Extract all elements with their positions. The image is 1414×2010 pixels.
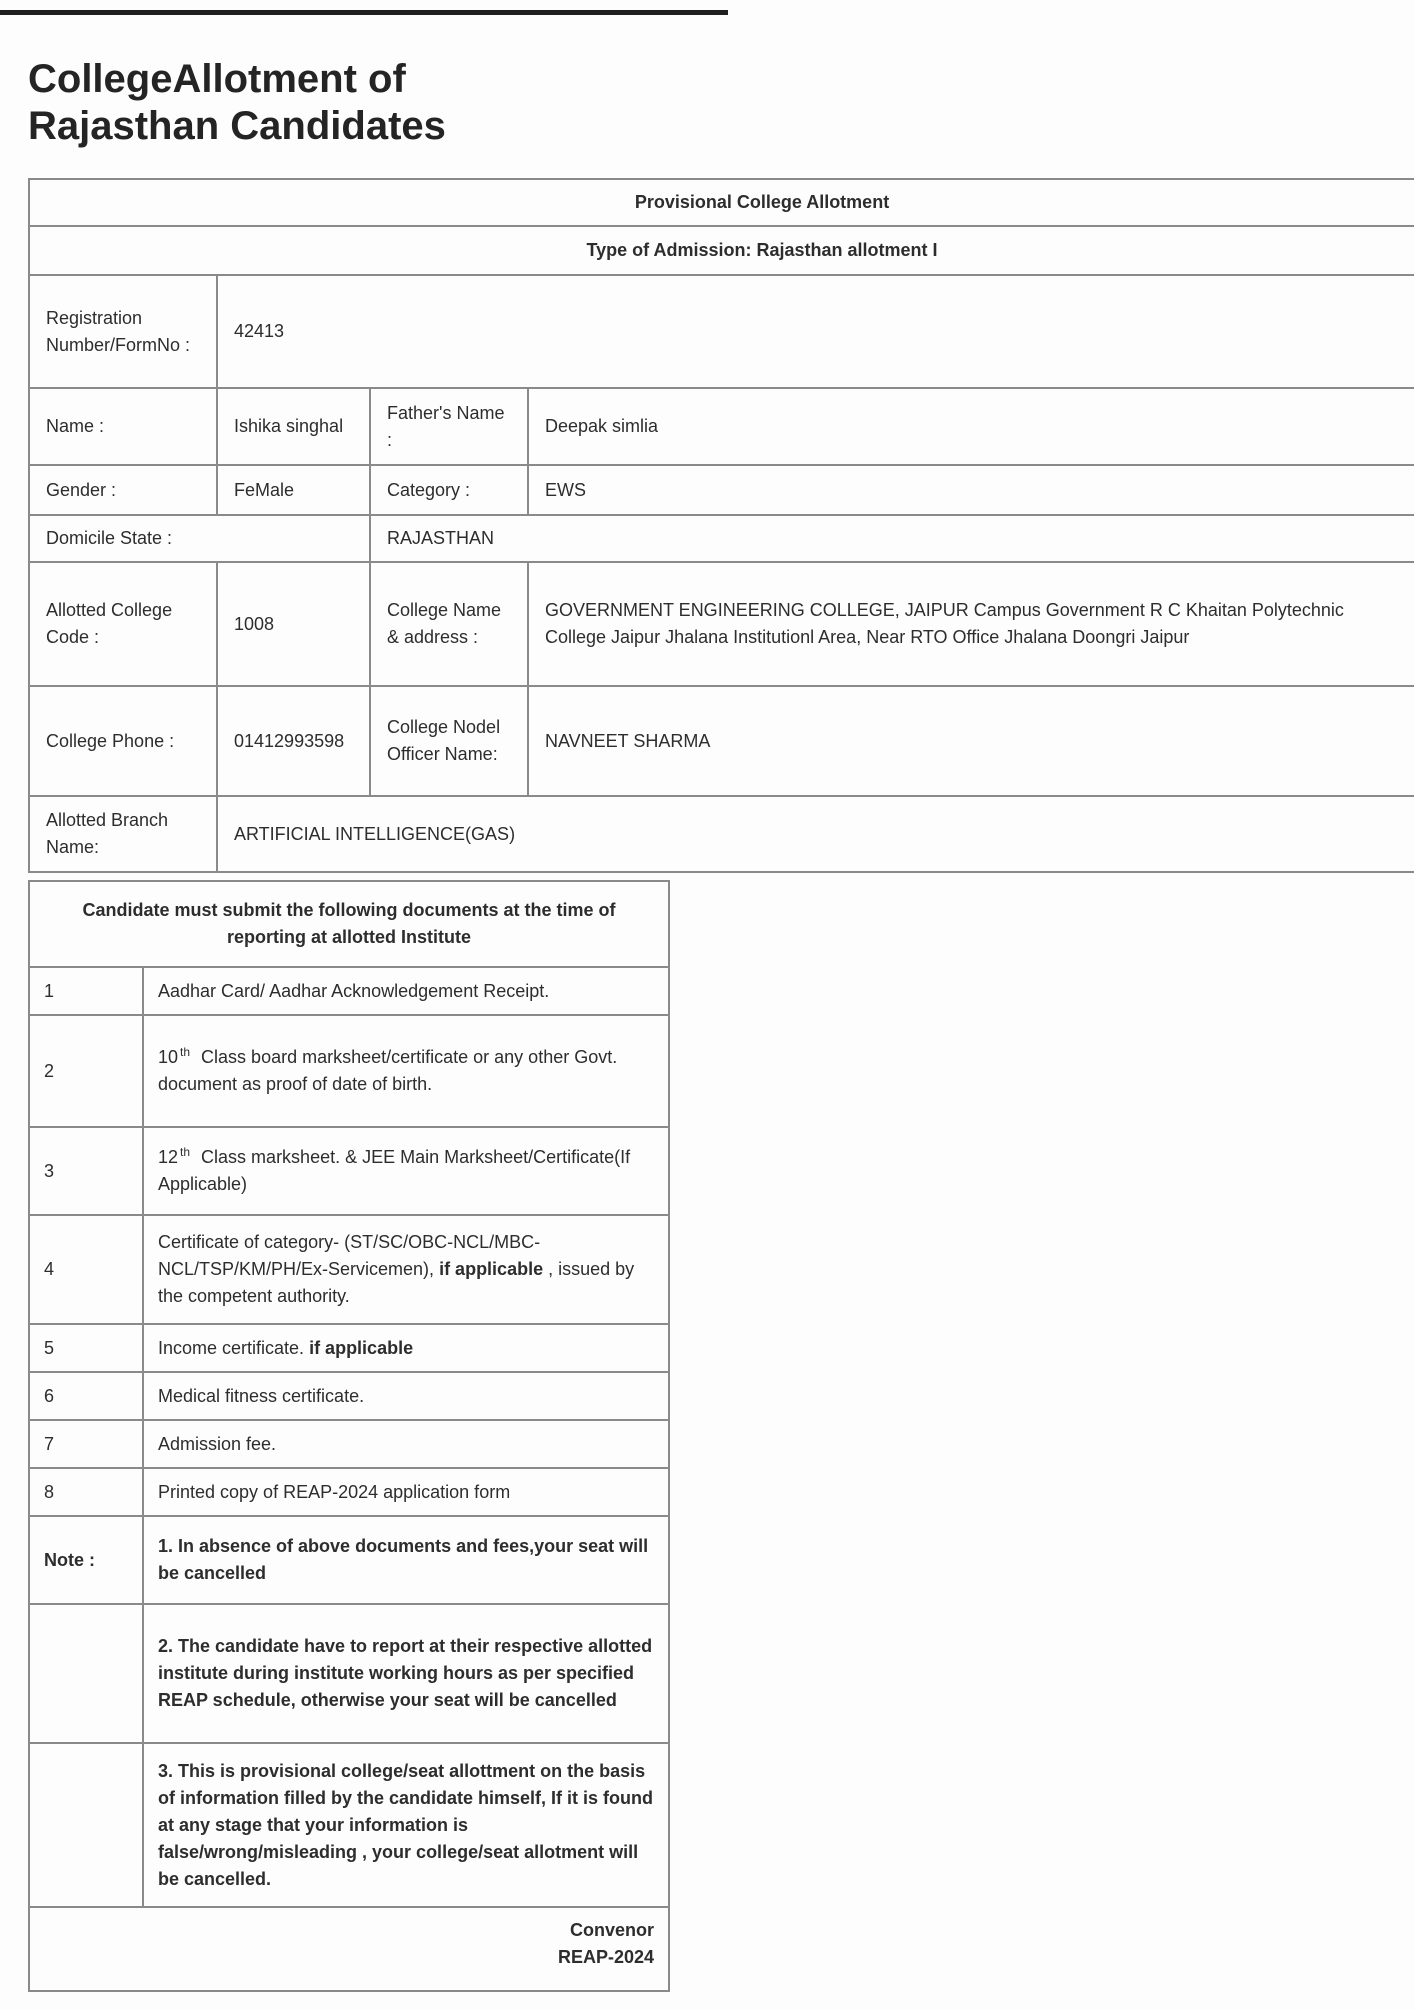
document-row	[29, 967, 669, 1015]
document-text	[143, 1468, 669, 1516]
note-text: 2. The candidate have to report at their respective allotted institute during institute working hours as per specified REAP schedule, otherwise your seat will be cancelled	[143, 1604, 669, 1743]
document-text	[143, 1015, 669, 1127]
admission-type: Type of Admission: Rajasthan allotment I	[29, 226, 1414, 275]
college-code-label: Allotted College Code :	[29, 562, 217, 686]
note-row	[29, 1604, 669, 1743]
note-row	[29, 1743, 669, 1907]
note-text: 1. In absence of above documents and fees,your seat will be cancelled	[143, 1516, 669, 1604]
document-text-part: Printed copy of REAP-2024 application form	[158, 1481, 511, 1502]
document-text-part: Aadhar Card/ Aadhar Acknowledgement Receipt.	[158, 980, 550, 1001]
page-title-line1: CollegeAllotment of	[28, 57, 406, 101]
signature-title: Convenor	[569, 1920, 654, 1940]
document-text-part: Class board marksheet/certificate or any other Govt. document as proof of date of birth.	[158, 1047, 618, 1094]
nodal-officer-label: College Nodel Officer Name:	[370, 686, 528, 796]
document-row	[29, 1215, 669, 1324]
document-serial: 4	[29, 1215, 143, 1324]
note-text: 3. This is provisional college/seat allottment on the basis of information filled by the candidate himself, If it is found at any stage that your information is false/wrong/misleading , your college/seat allotment will be cancelled.	[143, 1743, 669, 1907]
document-text	[143, 1127, 669, 1215]
allotment-header-row-2	[29, 226, 1414, 275]
nodal-officer-value: NAVNEET SHARMA	[528, 686, 1414, 796]
college-phone-label: College Phone :	[29, 686, 217, 796]
table-row	[29, 796, 1414, 872]
document-text	[143, 967, 669, 1015]
category-label: Category :	[370, 465, 528, 515]
document-row	[29, 1468, 669, 1516]
note-label	[29, 1604, 143, 1743]
allotment-header-row-1	[29, 179, 1414, 226]
registration-label: Registration Number/FormNo :	[29, 275, 217, 388]
branch-label: Allotted Branch Name:	[29, 796, 217, 872]
college-code-value: 1008	[217, 562, 370, 686]
document-serial: 3	[29, 1127, 143, 1215]
document-text-part: , issued by the competent authority.	[158, 1259, 635, 1306]
document-row	[29, 1015, 669, 1127]
category-value: EWS	[528, 465, 1414, 515]
document-text-part: 12	[158, 1147, 179, 1167]
college-name-value: GOVERNMENT ENGINEERING COLLEGE, JAIPUR Campus Government R C Khaitan Polytechnic College Jaipur Jhalana Institutionl Area, Near RTO Office Jhalana Doongri Jaipur	[528, 562, 1414, 686]
note-label: Note :	[29, 1516, 143, 1604]
allotment-title: Provisional College Allotment	[29, 179, 1414, 226]
document-row	[29, 1420, 669, 1468]
table-row	[29, 388, 1414, 465]
signature-row	[29, 1907, 669, 1991]
superscript-ordinal: th	[180, 1145, 191, 1159]
signature-org: REAP-2024	[557, 1947, 654, 1967]
document-text-part: Certificate of category- (ST/SC/OBC-NCL/MBC-NCL/TSP/KM/PH/Ex-Servicemen),	[158, 1232, 541, 1279]
college-name-label: College Name & address :	[370, 562, 528, 686]
allotment-table	[28, 178, 1414, 873]
name-label: Name :	[29, 388, 217, 465]
table-row	[29, 465, 1414, 515]
document-serial: 2	[29, 1015, 143, 1127]
document-serial: 6	[29, 1372, 143, 1420]
superscript-ordinal: th	[180, 1045, 191, 1059]
table-row	[29, 562, 1414, 686]
table-row	[29, 686, 1414, 796]
domicile-value: RAJASTHAN	[370, 515, 1414, 562]
branch-value: ARTIFICIAL INTELLIGENCE(GAS)	[217, 796, 1414, 872]
top-rule-divider	[0, 10, 728, 15]
father-name-label: Father's Name :	[370, 388, 528, 465]
document-text-part: Class marksheet. & JEE Main Marksheet/Certificate(If Applicable)	[158, 1147, 631, 1194]
documents-header-row	[29, 881, 669, 967]
table-row	[29, 515, 1414, 562]
document-text-part: 10	[158, 1047, 179, 1067]
gender-label: Gender :	[29, 465, 217, 515]
gender-value: FeMale	[217, 465, 370, 515]
document-text-bold: if applicable	[309, 1337, 414, 1358]
document-row	[29, 1372, 669, 1420]
father-name-value: Deepak simlia	[528, 388, 1414, 465]
page-title-line2: Rajasthan Candidates	[28, 104, 446, 148]
document-serial: 1	[29, 967, 143, 1015]
document-serial: 8	[29, 1468, 143, 1516]
document-text	[143, 1215, 669, 1324]
documents-table	[28, 880, 670, 1992]
document-row	[29, 1127, 669, 1215]
document-text	[143, 1420, 669, 1468]
page-title	[28, 56, 1414, 150]
document-text	[143, 1372, 669, 1420]
document-serial: 7	[29, 1420, 143, 1468]
document-text-part: Medical fitness certificate.	[158, 1385, 365, 1406]
document-text-bold: if applicable	[439, 1259, 544, 1279]
registration-value: 42413	[217, 275, 1414, 388]
domicile-label: Domicile State :	[29, 515, 370, 562]
college-phone-value: 01412993598	[217, 686, 370, 796]
document-text-part: Income certificate.	[158, 1337, 310, 1358]
document-text	[143, 1324, 669, 1372]
documents-header: Candidate must submit the following documents at the time of reporting at allotted Institute	[29, 881, 669, 967]
document-row	[29, 1324, 669, 1372]
name-value: Ishika singhal	[217, 388, 370, 465]
table-row	[29, 275, 1414, 388]
document-text-part: Admission fee.	[158, 1433, 277, 1454]
note-label	[29, 1743, 143, 1907]
signature-block	[29, 1907, 669, 1991]
note-row	[29, 1516, 669, 1604]
document-serial: 5	[29, 1324, 143, 1372]
